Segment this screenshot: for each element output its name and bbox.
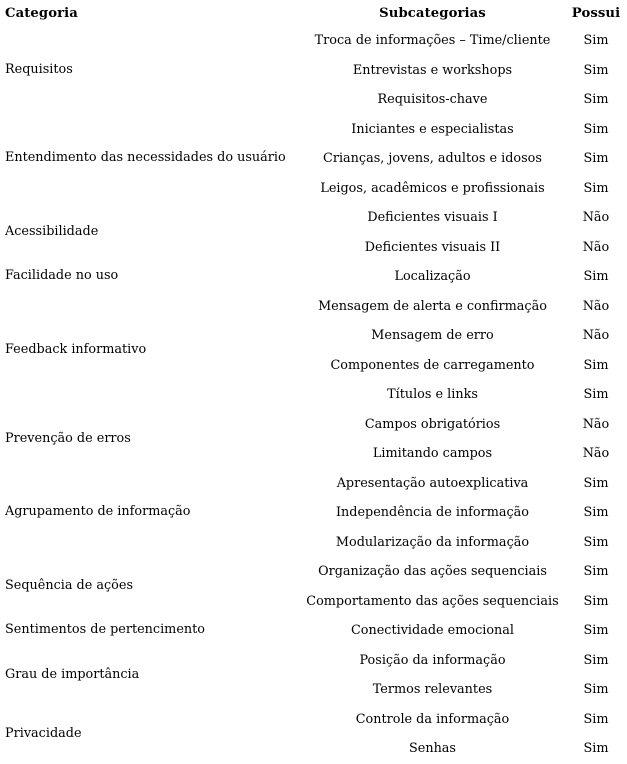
category-cell: Facilidade no uso: [5, 268, 119, 284]
column-header-categoria: Categoria: [5, 5, 78, 21]
subcategory-cell: Requisitos-chave: [377, 92, 488, 107]
subcategory-cell: Campos obrigatórios: [364, 416, 501, 432]
table-row: [0, 26, 627, 56]
subcategory-cell: Entrevistas e workshops: [352, 62, 513, 78]
category-cell: Entendimento das necessidades do usuário: [5, 150, 286, 166]
table-header: [0, 0, 627, 26]
category-cell: Sequência de ações: [5, 578, 134, 594]
subcategory-cell: Senhas: [408, 741, 457, 756]
possui-cell: Sim: [583, 682, 609, 697]
possui-cell: Sim: [583, 623, 609, 638]
category-cell: Prevenção de erros: [5, 430, 131, 446]
subcategory-cell: Títulos e links: [387, 387, 478, 402]
subcategory-cell: Deficientes visuais I: [367, 210, 498, 225]
possui-cell: Sim: [583, 92, 609, 107]
possui-cell: Sim: [583, 593, 609, 609]
table-row: [0, 705, 627, 735]
category-cell: Agrupamento de informação: [5, 504, 191, 520]
possui-cell: Não: [582, 416, 610, 432]
possui-cell: Sim: [583, 652, 609, 668]
subcategory-cell: Iniciantes e especialistas: [351, 121, 514, 137]
category-cell: Feedback informativo: [5, 342, 147, 358]
subcategory-cell: Apresentação autoexplicativa: [336, 475, 529, 491]
table-row: [0, 469, 627, 499]
table-row: [0, 646, 627, 676]
header-row: [0, 0, 627, 26]
category-cell: Grau de importância: [5, 666, 140, 682]
possui-cell: Sim: [583, 180, 609, 196]
subcategory-cell: Troca de informações – Time/cliente: [314, 33, 551, 48]
category-cell: Privacidade: [5, 725, 82, 741]
subcategory-cell: Crianças, jovens, adultos e idosos: [323, 151, 542, 166]
possui-cell: Não: [582, 210, 610, 225]
subcategory-cell: Deficientes visuais II: [364, 239, 501, 255]
category-cell: Requisitos: [5, 61, 73, 77]
possui-cell: Sim: [583, 711, 609, 727]
possui-cell: Sim: [583, 151, 609, 166]
possui-cell: Sim: [583, 33, 609, 48]
subcategory-cell: Limitando campos: [372, 446, 493, 461]
possui-cell: Sim: [583, 505, 609, 520]
category-cell: Acessibilidade: [5, 224, 99, 240]
possui-cell: Sim: [583, 475, 609, 491]
possui-cell: Sim: [583, 357, 609, 373]
table-row: [0, 616, 627, 646]
column-header-subcategorias: Subcategorias: [379, 5, 486, 21]
subcategory-cell: Mensagem de erro: [371, 328, 494, 343]
possui-cell: Não: [582, 328, 610, 343]
table-row: [0, 115, 627, 145]
table-row: [0, 262, 627, 292]
subcategory-cell: Leigos, acadêmicos e profissionais: [320, 180, 545, 196]
possui-cell: Sim: [583, 269, 609, 284]
subcategory-cell: Componentes de carregamento: [330, 357, 535, 373]
possui-cell: Não: [582, 239, 610, 255]
possui-cell: Não: [582, 446, 610, 461]
table-body: [0, 26, 627, 764]
subcategory-cell: Posição da informação: [359, 652, 506, 668]
subcategory-cell: Mensagem de alerta e confirmação: [318, 298, 547, 314]
possui-cell: Sim: [583, 534, 609, 550]
possui-cell: Sim: [583, 62, 609, 78]
subcategory-cell: Modularização da informação: [335, 534, 530, 550]
subcategory-cell: Conectividade emocional: [350, 623, 515, 638]
subcategory-cell: Organização das ações sequenciais: [318, 564, 547, 579]
subcategory-cell: Independência de informação: [335, 505, 530, 520]
category-cell: Sentimentos de pertencimento: [5, 622, 205, 638]
table-row: [0, 410, 627, 440]
table-row: [0, 203, 627, 233]
possui-cell: Sim: [583, 741, 609, 756]
possui-cell: Não: [582, 298, 610, 314]
possui-cell: Sim: [583, 387, 609, 402]
possui-cell: Sim: [583, 564, 609, 579]
subcategory-cell: Localização: [394, 269, 471, 284]
subcategory-cell: Controle da informação: [355, 711, 510, 727]
table-row: [0, 557, 627, 587]
column-header-possui: Possui: [571, 5, 621, 21]
subcategory-cell: Comportamento das ações sequenciais: [306, 593, 559, 609]
subcategory-cell: Termos relevantes: [372, 682, 493, 697]
possui-cell: Sim: [583, 121, 609, 137]
table-row: [0, 292, 627, 322]
